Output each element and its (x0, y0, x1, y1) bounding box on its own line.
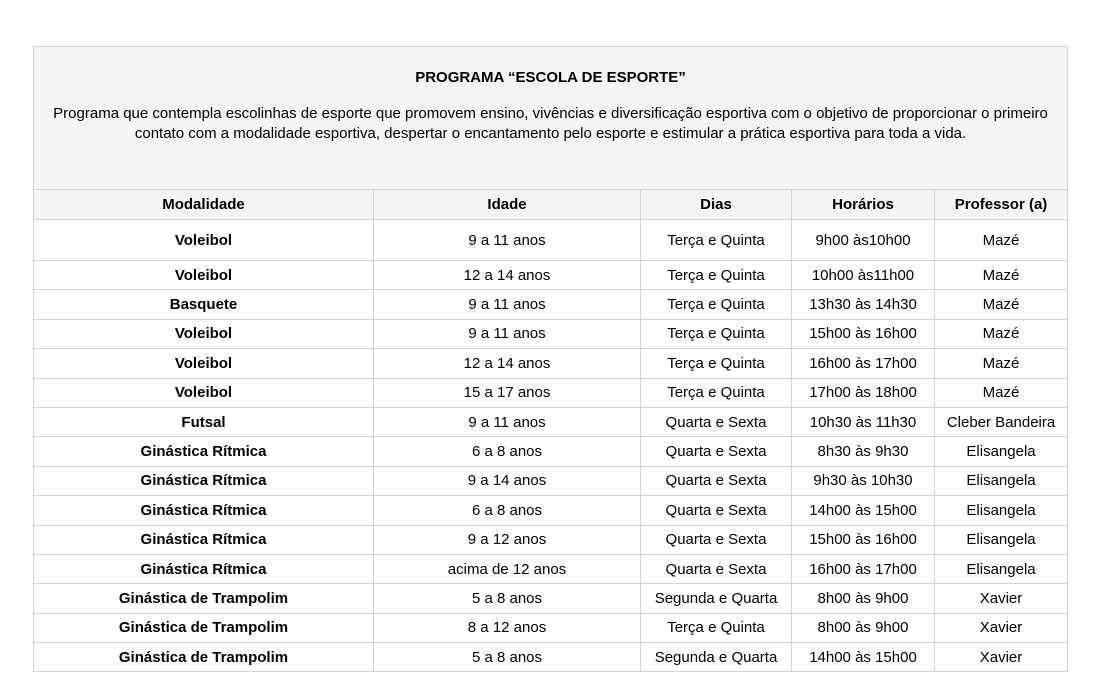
cell-horarios: 8h00 às 9h00 (792, 584, 935, 613)
cell-professor: Elisangela (935, 437, 1068, 466)
column-header-dias: Dias (641, 190, 792, 220)
cell-modalidade: Ginástica de Trampolim (34, 643, 374, 672)
cell-modalidade: Ginástica Rítmica (34, 525, 374, 554)
cell-idade: 15 a 17 anos (374, 378, 641, 407)
cell-professor: Xavier (935, 584, 1068, 613)
program-description: Programa que contempla escolinhas de esporte que promovem ensino, vivências e diversificação esportiva com o objetivo de proporcionar o primeiro contato com a modalidade esportiva, despertar o encantamento pelo esporte e estimular a prática esportiva para toda a vida. (53, 105, 1048, 142)
table-row (34, 496, 1068, 525)
cell-dias: Segunda e Quarta (641, 643, 792, 672)
cell-professor: Mazé (935, 290, 1068, 319)
cell-professor: Cleber Bandeira (935, 407, 1068, 436)
cell-horarios: 8h00 às 9h00 (792, 613, 935, 642)
cell-idade: 6 a 8 anos (374, 496, 641, 525)
cell-horarios: 9h00 às10h00 (792, 220, 935, 261)
table-row (34, 261, 1068, 290)
program-header-row (34, 47, 1068, 190)
cell-modalidade: Futsal (34, 407, 374, 436)
table-row (34, 584, 1068, 613)
cell-horarios: 14h00 às 15h00 (792, 496, 935, 525)
cell-modalidade: Voleibol (34, 261, 374, 290)
program-title: PROGRAMA “ESCOLA DE ESPORTE” (415, 69, 686, 86)
cell-idade: 9 a 12 anos (374, 525, 641, 554)
cell-horarios: 13h30 às 14h30 (792, 290, 935, 319)
schedule-table-container (33, 46, 1067, 672)
cell-dias: Quarta e Sexta (641, 437, 792, 466)
cell-professor: Xavier (935, 613, 1068, 642)
cell-modalidade: Ginástica Rítmica (34, 466, 374, 495)
cell-modalidade: Voleibol (34, 349, 374, 378)
cell-idade: 8 a 12 anos (374, 613, 641, 642)
cell-dias: Quarta e Sexta (641, 496, 792, 525)
cell-horarios: 9h30 às 10h30 (792, 466, 935, 495)
cell-dias: Terça e Quinta (641, 319, 792, 348)
cell-modalidade: Voleibol (34, 220, 374, 261)
cell-horarios: 8h30 às 9h30 (792, 437, 935, 466)
cell-idade: acima de 12 anos (374, 554, 641, 583)
column-header-idade: Idade (374, 190, 641, 220)
cell-horarios: 10h30 às 11h30 (792, 407, 935, 436)
cell-idade: 9 a 14 anos (374, 466, 641, 495)
cell-professor: Mazé (935, 261, 1068, 290)
cell-horarios: 16h00 às 17h00 (792, 554, 935, 583)
cell-professor: Xavier (935, 643, 1068, 672)
cell-dias: Terça e Quinta (641, 261, 792, 290)
table-row (34, 466, 1068, 495)
cell-modalidade: Ginástica Rítmica (34, 554, 374, 583)
column-header-professor: Professor (a) (935, 190, 1068, 220)
table-row (34, 613, 1068, 642)
table-row (34, 378, 1068, 407)
column-header-horarios: Horários (792, 190, 935, 220)
cell-idade: 12 a 14 anos (374, 349, 641, 378)
cell-horarios: 15h00 às 16h00 (792, 319, 935, 348)
cell-dias: Quarta e Sexta (641, 525, 792, 554)
cell-idade: 9 a 11 anos (374, 290, 641, 319)
cell-professor: Mazé (935, 349, 1068, 378)
table-row (34, 554, 1068, 583)
cell-idade: 12 a 14 anos (374, 261, 641, 290)
column-header-row (34, 190, 1068, 220)
table-row (34, 349, 1068, 378)
table-row (34, 407, 1068, 436)
cell-horarios: 16h00 às 17h00 (792, 349, 935, 378)
cell-horarios: 10h00 às11h00 (792, 261, 935, 290)
cell-dias: Quarta e Sexta (641, 407, 792, 436)
cell-dias: Quarta e Sexta (641, 554, 792, 583)
cell-modalidade: Basquete (34, 290, 374, 319)
table-row (34, 220, 1068, 261)
cell-professor: Elisangela (935, 554, 1068, 583)
cell-idade: 5 a 8 anos (374, 643, 641, 672)
cell-dias: Terça e Quinta (641, 349, 792, 378)
schedule-table (33, 46, 1068, 672)
cell-modalidade: Voleibol (34, 319, 374, 348)
cell-idade: 9 a 11 anos (374, 220, 641, 261)
table-row (34, 643, 1068, 672)
cell-professor: Mazé (935, 220, 1068, 261)
cell-horarios: 17h00 às 18h00 (792, 378, 935, 407)
cell-professor: Elisangela (935, 466, 1068, 495)
cell-modalidade: Ginástica de Trampolim (34, 584, 374, 613)
cell-professor: Elisangela (935, 525, 1068, 554)
cell-professor: Elisangela (935, 496, 1068, 525)
table-row (34, 437, 1068, 466)
cell-dias: Terça e Quinta (641, 220, 792, 261)
column-header-modalidade: Modalidade (34, 190, 374, 220)
cell-dias: Terça e Quinta (641, 613, 792, 642)
cell-horarios: 15h00 às 16h00 (792, 525, 935, 554)
cell-idade: 9 a 11 anos (374, 319, 641, 348)
cell-modalidade: Ginástica Rítmica (34, 496, 374, 525)
table-row (34, 525, 1068, 554)
cell-idade: 9 a 11 anos (374, 407, 641, 436)
cell-idade: 5 a 8 anos (374, 584, 641, 613)
cell-dias: Segunda e Quarta (641, 584, 792, 613)
cell-dias: Terça e Quinta (641, 378, 792, 407)
cell-professor: Mazé (935, 378, 1068, 407)
table-row (34, 319, 1068, 348)
cell-modalidade: Ginástica Rítmica (34, 437, 374, 466)
cell-modalidade: Ginástica de Trampolim (34, 613, 374, 642)
cell-horarios: 14h00 às 15h00 (792, 643, 935, 672)
cell-dias: Quarta e Sexta (641, 466, 792, 495)
cell-idade: 6 a 8 anos (374, 437, 641, 466)
table-row (34, 290, 1068, 319)
cell-dias: Terça e Quinta (641, 290, 792, 319)
cell-modalidade: Voleibol (34, 378, 374, 407)
cell-professor: Mazé (935, 319, 1068, 348)
program-header-cell (34, 47, 1068, 190)
